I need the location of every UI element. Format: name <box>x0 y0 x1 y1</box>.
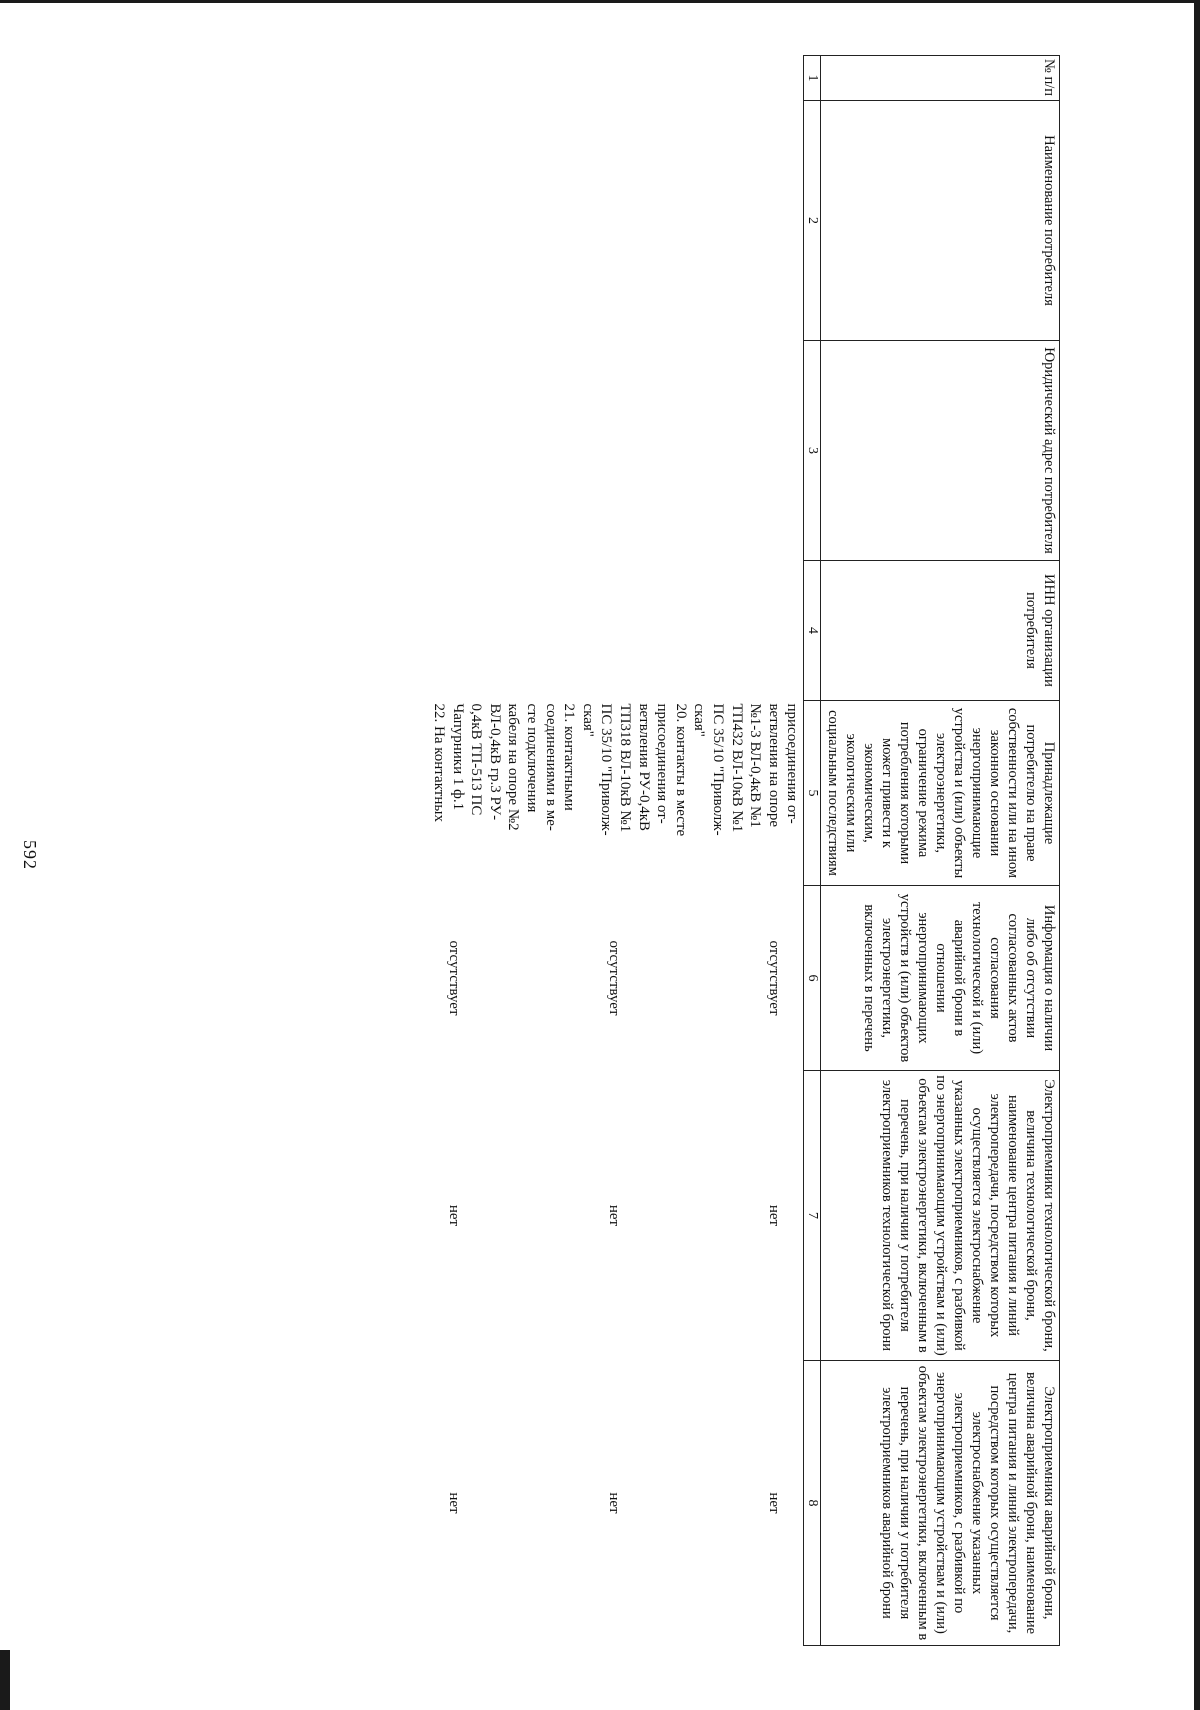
value-text: нет <box>446 1204 463 1227</box>
column-number: 1 <box>804 56 821 101</box>
cell-legal-address <box>428 341 804 561</box>
value-text: отсутствует <box>606 940 623 1016</box>
header-number: № п/п <box>821 56 1060 101</box>
column-number: 7 <box>804 1071 821 1361</box>
cell-agreement-acts <box>428 886 804 1071</box>
continuation-line: присоединения от- <box>654 703 671 824</box>
column-number-row <box>804 56 821 1646</box>
value-slot <box>445 1364 464 1643</box>
continuation-line: кабеля на опоре №2 <box>505 703 522 831</box>
value-slot <box>463 1364 623 1643</box>
continuation-line: ская" <box>579 703 596 737</box>
value-text: отсутствует <box>446 940 463 1016</box>
continuation-line: ская" <box>691 703 708 737</box>
continuation-line: 0,4кВ ТП-513 ПС <box>468 703 485 816</box>
value-text: нет <box>606 1204 623 1227</box>
value-slot <box>463 889 623 1068</box>
header-consumer-name: Наименование потребителя <box>821 101 1060 341</box>
value-text: нет <box>766 1204 783 1227</box>
header-devices: Принадлежащие потребителю на праве собственности или на ином законном основании энергопринимающие устройства и (или) объекты электроэнергетики, ограничение режима потребления которыми может привести к экономическим, экологическим или социальным последствиям <box>821 701 1060 886</box>
continuation-line: ПС 35/10 "Приволж- <box>710 703 727 836</box>
column-number: 3 <box>804 341 821 561</box>
continuation-line: присоединения от- <box>784 703 801 824</box>
column-number: 6 <box>804 886 821 1071</box>
header-inn: ИНН организации потребителя <box>821 561 1060 701</box>
scan-border-top <box>0 0 1200 3</box>
table-row <box>428 56 804 1646</box>
continuation-line: ветвления РУ-0,4кВ <box>635 703 652 832</box>
header-agreement-acts: Информация о наличии либо об отсутствии согласованных актов согласования технологической и (или) аварийной брони в отношении энергопринимающих устройств и (или) объектов электроэнергетики, включенных в перечень <box>821 886 1060 1071</box>
continuation-line: №1-3 ВЛ-0,4кВ №1 <box>747 703 764 828</box>
continuation-line: 21. контактными <box>561 703 578 811</box>
value-slot <box>445 1074 464 1358</box>
value-slot <box>623 889 783 1068</box>
scan-border-right <box>1194 0 1200 1710</box>
continuation-line: соединениями в ме- <box>542 703 559 831</box>
cell-emergency-reserve <box>428 1361 804 1646</box>
consumer-register-table <box>428 55 1060 1646</box>
column-number: 8 <box>804 1361 821 1646</box>
continuation-line: 20. контакты в месте <box>672 703 689 837</box>
value-slot <box>623 1074 783 1358</box>
table-header-row <box>821 56 1060 1646</box>
cell-devices-continued <box>428 701 804 886</box>
column-number: 4 <box>804 561 821 701</box>
header-emergency-reserve: Электроприемники аварийной брони, величина аварийной брони, наименование центра питания и линий электропередачи, посредством которых осуществляется электроснабжение указанных электроприемников, с разбивкой по энергопринимающим устройствам и (или) объектам электроэнергетики, включенным в перечень, при наличии у потребителя электроприемников аварийной брони <box>821 1361 1060 1646</box>
continuation-line: ветвления на опоре <box>765 703 782 828</box>
column-number: 5 <box>804 701 821 886</box>
devices-continuation-text <box>430 704 802 883</box>
value-text: отсутствует <box>766 940 783 1016</box>
page-number: 592 <box>20 840 40 870</box>
cell-consumer-name <box>428 101 804 341</box>
value-text: нет <box>446 1492 463 1514</box>
scan-corner-mark <box>0 1650 10 1710</box>
cell-inn <box>428 561 804 701</box>
value-slot <box>445 889 464 1068</box>
continuation-line: Чапурники 1 ф.1 <box>449 703 466 811</box>
continuation-line: ПС 35/10 "Приволж- <box>598 703 615 836</box>
continuation-line: ТП432 ВЛ-10кВ №1 <box>728 703 745 833</box>
continuation-line: 22. На контактных <box>431 703 448 822</box>
cell-technological-reserve <box>428 1071 804 1361</box>
value-text: нет <box>766 1492 783 1514</box>
cell-number <box>428 56 804 101</box>
column-number: 2 <box>804 101 821 341</box>
value-text: нет <box>606 1492 623 1514</box>
header-technological-reserve: Электроприемники технологической брони, величина технологической брони, наименование центра питания и линий электропередачи, посредством которых осуществляется электроснабжение указанных электроприемников, с разбивкой по энергопринимающим устройствам и (или) объектам электроэнергетики, включенным в перечень, при наличии у потребителя электроприемников технологической брони <box>821 1071 1060 1361</box>
continuation-line: ВЛ-0,4кВ гр.3 РУ- <box>486 703 503 821</box>
header-legal-address: Юридический адрес потребителя <box>821 341 1060 561</box>
value-slot <box>463 1074 623 1358</box>
rotated-table-container <box>80 55 1060 1645</box>
value-slot <box>623 1364 783 1643</box>
continuation-line: ТП318 ВЛ-10кВ №1 <box>617 703 634 833</box>
continuation-line: сте подключения <box>524 703 541 813</box>
